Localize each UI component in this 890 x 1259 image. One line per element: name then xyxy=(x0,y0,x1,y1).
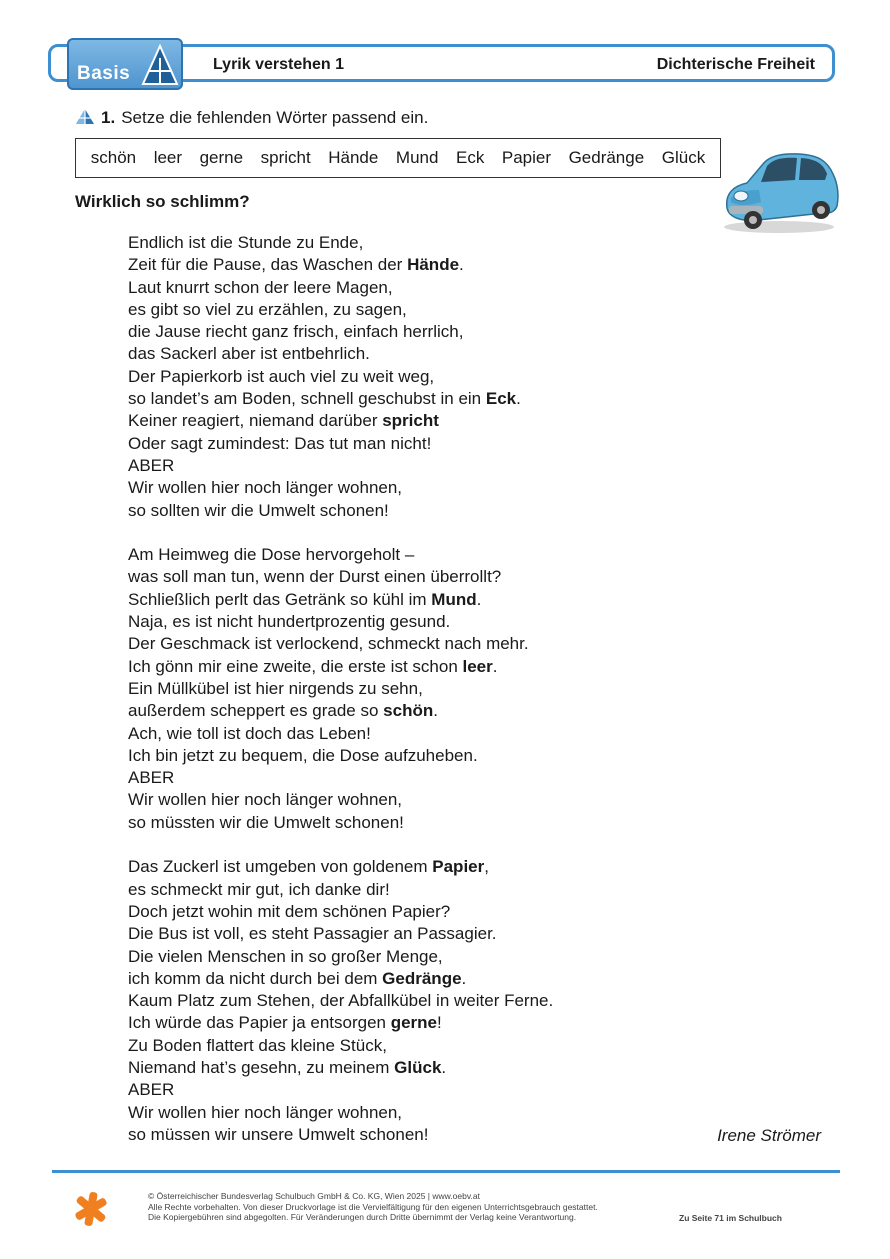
poem-line: Naja, es ist nicht hundertprozentig gesund. xyxy=(128,612,451,632)
task-heading xyxy=(75,108,428,128)
copyright-line: Alle Rechte vorbehalten. Von dieser Druckvorlage ist die Vervielfältigung für den eigenen Unterrichtsgebrauch gestattet. xyxy=(148,1201,598,1212)
poem-line: Schließlich perlt das Getränk so kühl im Mund. xyxy=(128,589,482,609)
word-bank-item: gerne xyxy=(199,148,244,167)
publisher-logo-icon xyxy=(72,1190,110,1228)
word-bank xyxy=(75,138,721,178)
word-bank-item: Eck xyxy=(455,148,485,167)
poem-line: so müssten wir die Umwelt schonen! xyxy=(128,812,404,832)
poem-title: Wirklich so schlimm? xyxy=(75,192,250,211)
poem-line: ABER xyxy=(128,455,175,475)
poem-line: was soll man tun, wenn der Durst einen überrollt? xyxy=(128,567,502,587)
poem-line: Die Bus ist voll, es steht Passagier an Passagier. xyxy=(128,924,497,944)
poem-line: Niemand hat’s gesehn, zu meinem Glück. xyxy=(128,1057,447,1077)
poem-line: das Sackerl aber ist entbehrlich. xyxy=(128,344,370,364)
poem-line: Ach, wie toll ist doch das Leben! xyxy=(128,723,371,743)
filled-gap: schön xyxy=(383,701,434,721)
poem-line: Die vielen Menschen in so großer Menge, xyxy=(128,946,443,966)
schoolbook-reference: Zu Seite 71 im Schulbuch xyxy=(679,1213,782,1223)
car-illustration xyxy=(719,150,841,234)
poem-line: Der Papierkorb ist auch viel zu weit weg, xyxy=(128,366,435,386)
unit-title: Lyrik verstehen 1 xyxy=(213,56,345,73)
poem-line: Zu Boden flattert das kleine Stück, xyxy=(128,1035,387,1055)
poem-line: Ich gönn mir eine zweite, die erste ist schon leer. xyxy=(128,656,498,676)
triangle-level-icon xyxy=(75,108,95,125)
filled-gap: spricht xyxy=(382,411,439,431)
filled-gap: Glück xyxy=(394,1057,442,1077)
poem-line: Keiner reagiert, niemand darüber spricht xyxy=(128,411,439,431)
copyright-line: Die Kopiergebühren sind abgegolten. Für Veränderungen durch Dritte übernimmt der Verlag keine Verantwortung. xyxy=(148,1212,577,1222)
poem-line: Kaum Platz zum Stehen, der Abfallkübel in weiter Ferne. xyxy=(128,991,554,1011)
poem-author: Irene Strömer xyxy=(717,1126,821,1145)
poem-line: so landet’s am Boden, schnell geschubst in ein Eck. xyxy=(128,389,521,409)
poem-line: Wir wollen hier noch länger wohnen, xyxy=(128,790,403,810)
poem-line: Das Zuckerl ist umgeben von goldenem Papier, xyxy=(128,857,489,877)
poem-body xyxy=(128,232,553,1168)
basis-label: Basis xyxy=(77,63,131,84)
poem-line: so sollten wir die Umwelt schonen! xyxy=(128,500,389,520)
poem-line: Doch jetzt wohin mit dem schönen Papier? xyxy=(128,901,451,921)
poem-line: die Jause riecht ganz frisch, einfach herrlich, xyxy=(128,322,464,342)
poem-stanza xyxy=(128,232,553,522)
filled-gap: Eck xyxy=(485,389,517,409)
poem-line: Wir wollen hier noch länger wohnen, xyxy=(128,1102,403,1122)
footer-divider xyxy=(52,1170,840,1173)
basis-badge xyxy=(67,38,183,90)
word-bank-item: schön xyxy=(90,148,137,167)
poem-stanza xyxy=(128,544,553,834)
filled-gap: Papier xyxy=(432,857,485,877)
poem-line: so müssen wir unsere Umwelt schonen! xyxy=(128,1124,429,1144)
task-instruction: Setze die fehlenden Wörter passend ein. xyxy=(121,108,429,127)
poem-line: ich komm da nicht durch bei dem Gedränge. xyxy=(128,968,467,988)
copyright-line: © Österreichischer Bundesverlag Schulbuch GmbH & Co. KG, Wien 2025 | www.oebv.at xyxy=(148,1191,480,1201)
poem-line: Ich würde das Papier ja entsorgen gerne! xyxy=(128,1013,442,1033)
poem-line: Laut knurrt schon der leere Magen, xyxy=(128,277,393,297)
word-bank-item: Mund xyxy=(395,148,439,167)
task-number: 1. xyxy=(101,108,116,127)
poem-line: es gibt so viel zu erzählen, zu sagen, xyxy=(128,299,407,319)
word-bank-item: Glück xyxy=(661,148,706,167)
triangle-level-icon xyxy=(141,44,179,86)
word-bank-item: Hände xyxy=(328,148,379,167)
filled-gap: leer xyxy=(462,656,493,676)
filled-gap: Gedränge xyxy=(382,968,462,988)
topic-title: Dichterische Freiheit xyxy=(656,56,815,73)
copyright-notice xyxy=(148,1191,598,1223)
poem-line: Ich bin jetzt zu bequem, die Dose aufzuheben. xyxy=(128,745,478,765)
poem-line: Ein Müllkübel ist hier nirgends zu sehn, xyxy=(128,678,423,698)
word-bank-item: Gedränge xyxy=(568,148,645,167)
poem-line: Der Geschmack ist verlockend, schmeckt nach mehr. xyxy=(128,634,529,654)
filled-gap: Mund xyxy=(431,589,477,609)
poem-line: es schmeckt mir gut, ich danke dir! xyxy=(128,879,390,899)
word-bank-item: Papier xyxy=(501,148,552,167)
filled-gap: gerne xyxy=(390,1013,438,1033)
poem-line: außerdem scheppert es grade so schön. xyxy=(128,701,438,721)
poem-line: Am Heimweg die Dose hervorgeholt – xyxy=(128,545,415,565)
poem-line: Endlich ist die Stunde zu Ende, xyxy=(128,233,364,252)
word-bank-item: leer xyxy=(153,148,183,167)
poem-line: Oder sagt zumindest: Das tut man nicht! xyxy=(128,433,432,453)
poem-line: ABER xyxy=(128,768,175,788)
poem-line: Wir wollen hier noch länger wohnen, xyxy=(128,478,403,498)
word-bank-item: spricht xyxy=(260,148,311,167)
poem-stanza xyxy=(128,856,553,1146)
poem-line: Zeit für die Pause, das Waschen der Hände. xyxy=(128,255,464,275)
poem-line: ABER xyxy=(128,1080,175,1100)
filled-gap: Hände xyxy=(407,255,460,275)
